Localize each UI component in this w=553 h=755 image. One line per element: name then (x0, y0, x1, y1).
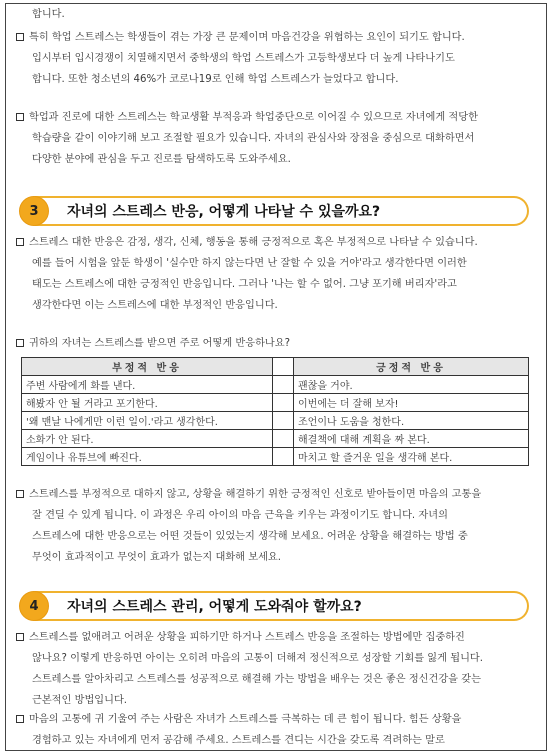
section-number-badge: 3 (19, 196, 49, 226)
bullet-square-icon (16, 490, 24, 498)
negative-header: 부정적 반응 (22, 358, 273, 376)
table-row: 게임이나 유튜브에 빠진다. 마치고 할 즐거운 일을 생각해 본다. (22, 448, 529, 466)
paragraph-academic-stress: 특히 학업 스트레스는 학생들이 겪는 가장 큰 문제이며 마음건강을 위협하는 요인이 되기도 합니다. 입시부터 입시경쟁이 치열해지면서 중학생의 학업 스트레스가 고등학생보다 더 높게 나타나기도 합니다. 또한 청소년의 46%가 코로나19로 인해 학업 스트레스가 늘었다고 합니다. (16, 27, 540, 90)
positive-header: 긍정적 반응 (294, 358, 529, 376)
top-continuation: 합니다. (32, 9, 65, 20)
question-line: 귀하의 자녀는 스트레스를 받으면 주로 어떻게 반응하나요? (16, 333, 540, 354)
paragraph-career-stress: 학업과 진로에 대한 스트레스는 학교생활 부적응과 학업중단으로 이어질 수 있으므로 자녀에게 적당한 학습량을 같이 이야기해 보고 조절할 필요가 있습니다. 자녀의 관심사와 장점을 중심으로 대화하면서 다양한 분야에 관심을 두고 진로를 탐색하도록 도와주세요. (16, 107, 540, 170)
paragraph-stress-reaction: 스트레스 대한 반응은 감정, 생각, 신체, 행동을 통해 긍정적으로 혹은 부정적으로 나타날 수 있습니다. 예를 들어 시험을 앞둔 학생이 '실수만 하지 않는다면 난 잘할 수 있을 거야'라고 생각한다면 이러한 태도는 스트레스에 대한 긍정적인 반응입니다. 그러나 '나는 할 수 없어. 그냥 포기해 버리자'라고 생각한다면 이는 스트레스에 대한 부정적인 반응입니다. (16, 232, 540, 316)
section-title: 자녀의 스트레스 반응, 어떻게 나타날 수 있을까요? (67, 204, 381, 220)
bullet-square-icon (16, 633, 24, 641)
paragraph-positive-signal: 스트레스를 부정적으로 대하지 않고, 상황을 해결하기 위한 긍정적인 신호로 받아들이면 마음의 고통을 잘 견딜 수 있게 됩니다. 이 과정은 우리 아이의 마음 근육을 키우는 과정이기도 합니다. 자녀의 스트레스에 대한 반응으로는 어떤 것들이 있었는지 생각해 보세요. 어려운 상황을 해결하는 방법 중 무엇이 효과적이고 무엇이 효과가 없는지 대화해 보세요. (16, 484, 540, 568)
paragraph-stress-management: 스트레스를 없애려고 어려운 상황을 피하기만 하거나 스트레스 반응을 조절하는 방법에만 집중하진 않나요? 이렇게 반응하면 아이는 오히려 마음의 고통이 더해져 정신적으로 성장할 기회를 잃게 됩니다. 스트레스를 알아차리고 스트레스를 성공적으로 해결해 가는 방법을 배우는 것은 좋은 정신건강을 갖는 근본적인 방법입니다. (16, 627, 540, 711)
table-row: 소화가 안 된다. 해결책에 대해 계획을 짜 본다. (22, 430, 529, 448)
bullet-square-icon (16, 715, 24, 723)
table-row: 해봤자 안 될 거라고 포기한다. 이번에는 더 잘해 보자! (22, 394, 529, 412)
paragraph-empathy: 마음의 고통에 귀 기울여 주는 사람은 자녀가 스트레스를 극복하는 데 큰 힘이 됩니다. 힘든 상황을 경험하고 있는 자녀에게 먼저 공감해 주세요. 스트레스를 견디는 시간을 갖도록 격려하는 말로 (16, 709, 540, 751)
bullet-square-icon (16, 33, 24, 41)
table-header-row (22, 358, 529, 376)
section-title: 자녀의 스트레스 관리, 어떻게 도와줘야 할까요? (67, 599, 362, 615)
bullet-square-icon (16, 339, 24, 347)
section-3-heading (19, 196, 529, 228)
section-4-heading (19, 591, 529, 623)
table-row: 주변 사람에게 화를 낸다. 괜찮을 거야. (22, 376, 529, 394)
bullet-square-icon (16, 113, 24, 121)
reaction-table (21, 357, 529, 466)
bullet-square-icon (16, 238, 24, 246)
section-number-badge: 4 (19, 591, 49, 621)
table-row: '왜 맨날 나에게만 이런 일이.'라고 생각한다. 조언이나 도움을 청한다. (22, 412, 529, 430)
